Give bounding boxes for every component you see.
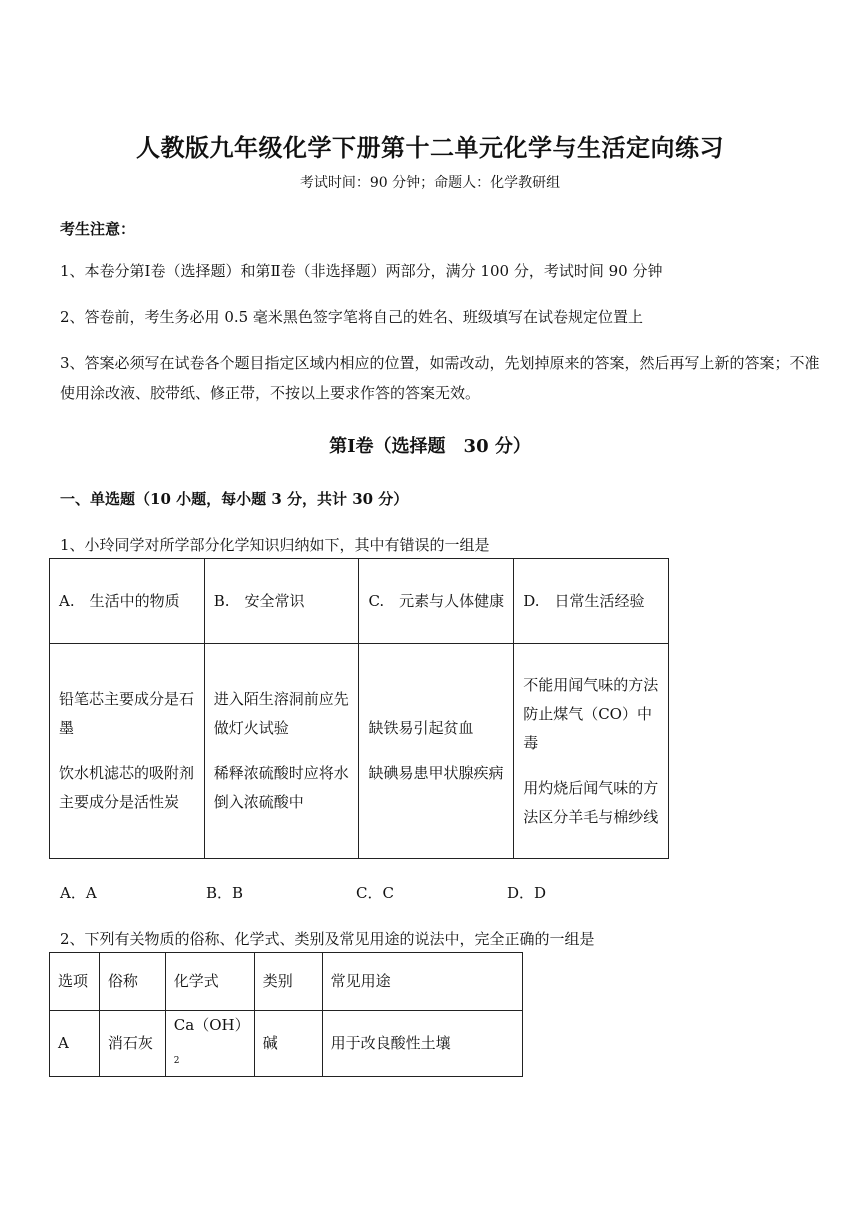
question-2-table bbox=[49, 952, 523, 1077]
cell-line: 不能用闻气味的方法防止煤气（CO）中毒 bbox=[523, 675, 659, 752]
table-cell-a bbox=[50, 644, 205, 859]
table-cell-b bbox=[204, 644, 359, 859]
header-cell-common-name: 俗称 bbox=[99, 953, 165, 1011]
cell-line: 缺碘易患甲状腺疾病 bbox=[368, 764, 504, 782]
cell-line: 饮水机滤芯的吸附剂主要成分是活性炭 bbox=[59, 764, 195, 811]
header-cell-formula: 化学式 bbox=[165, 953, 254, 1011]
cell-category: 碱 bbox=[254, 1011, 322, 1077]
cell-common-name: 消石灰 bbox=[99, 1011, 165, 1077]
header-cell-b: B. 安全常识 bbox=[204, 559, 359, 644]
cell-use: 用于改良酸性土壤 bbox=[322, 1011, 522, 1077]
table-cell-c bbox=[359, 644, 514, 859]
section-title: 第Ⅰ卷（选择题 30 分） bbox=[329, 436, 531, 457]
cell-line: 进入陌生溶洞前应先做灯火试验 bbox=[213, 690, 349, 737]
question-2-stem: 2、下列有关物质的俗称、化学式、类别及常见用途的说法中，完全正确的一组是 bbox=[60, 930, 595, 948]
notice-heading: 考生注意： bbox=[60, 220, 136, 238]
header-cell-option: 选项 bbox=[50, 953, 100, 1011]
cell-line: 用灼烧后闻气味的方法区分羊毛与棉纱线 bbox=[523, 778, 659, 826]
question-1-stem: 1、小玲同学对所学部分化学知识归纳如下，其中有错误的一组是 bbox=[60, 536, 490, 554]
formula-subscript: 2 bbox=[173, 1056, 180, 1066]
table-cell-d bbox=[514, 644, 669, 859]
cell-line: 缺铁易引起贫血 bbox=[368, 719, 474, 737]
header-cell-c: C. 元素与人体健康 bbox=[359, 559, 514, 644]
table-header-row bbox=[50, 559, 669, 644]
header-cell-category: 类别 bbox=[254, 953, 322, 1011]
exam-subtitle: 考试时间：90 分钟；命题人：化学教研组 bbox=[299, 175, 561, 191]
header-cell-d: D. 日常生活经验 bbox=[514, 559, 669, 644]
option-c[interactable]: C．C bbox=[356, 884, 394, 902]
header-cell-use: 常见用途 bbox=[322, 953, 522, 1011]
option-b[interactable]: B．B bbox=[206, 884, 244, 902]
notice-item-1: 1、本卷分第Ⅰ卷（选择题）和第Ⅱ卷（非选择题）两部分，满分 100 分，考试时间 90 分钟 bbox=[60, 262, 663, 280]
cell-line: 铅笔芯主要成分是石墨 bbox=[59, 690, 195, 737]
notice-item-2: 2、答卷前，考生务必用 0.5 毫米黑色签字笔将自己的姓名、班级填写在试卷规定位置上 bbox=[60, 308, 643, 326]
page-title: 人教版九年级化学下册第十二单元化学与生活定向练习 bbox=[136, 133, 724, 162]
table-header-row bbox=[50, 953, 523, 1011]
cell-option: A bbox=[50, 1011, 100, 1077]
option-a[interactable]: A．A bbox=[60, 884, 97, 902]
cell-formula bbox=[165, 1011, 254, 1077]
option-d[interactable]: D．D bbox=[507, 884, 547, 902]
section-heading: 一、单选题（10 小题，每小题 3 分，共计 30 分） bbox=[60, 490, 409, 508]
formula-text: Ca（OH） bbox=[173, 1016, 250, 1034]
notice-item-3: 3、答案必须写在试卷各个题目指定区域内相应的位置，如需改动，先划掉原来的答案，然后再写上新的答案；不准使用涂改液、胶带纸、修正带，不按以上要求作答的答案无效。 bbox=[60, 354, 820, 402]
table-row bbox=[50, 1011, 523, 1077]
cell-line: 稀释浓硫酸时应将水倒入浓硫酸中 bbox=[213, 764, 349, 811]
question-1-table bbox=[49, 558, 669, 859]
table-row bbox=[50, 644, 669, 859]
header-cell-a: A. 生活中的物质 bbox=[50, 559, 205, 644]
